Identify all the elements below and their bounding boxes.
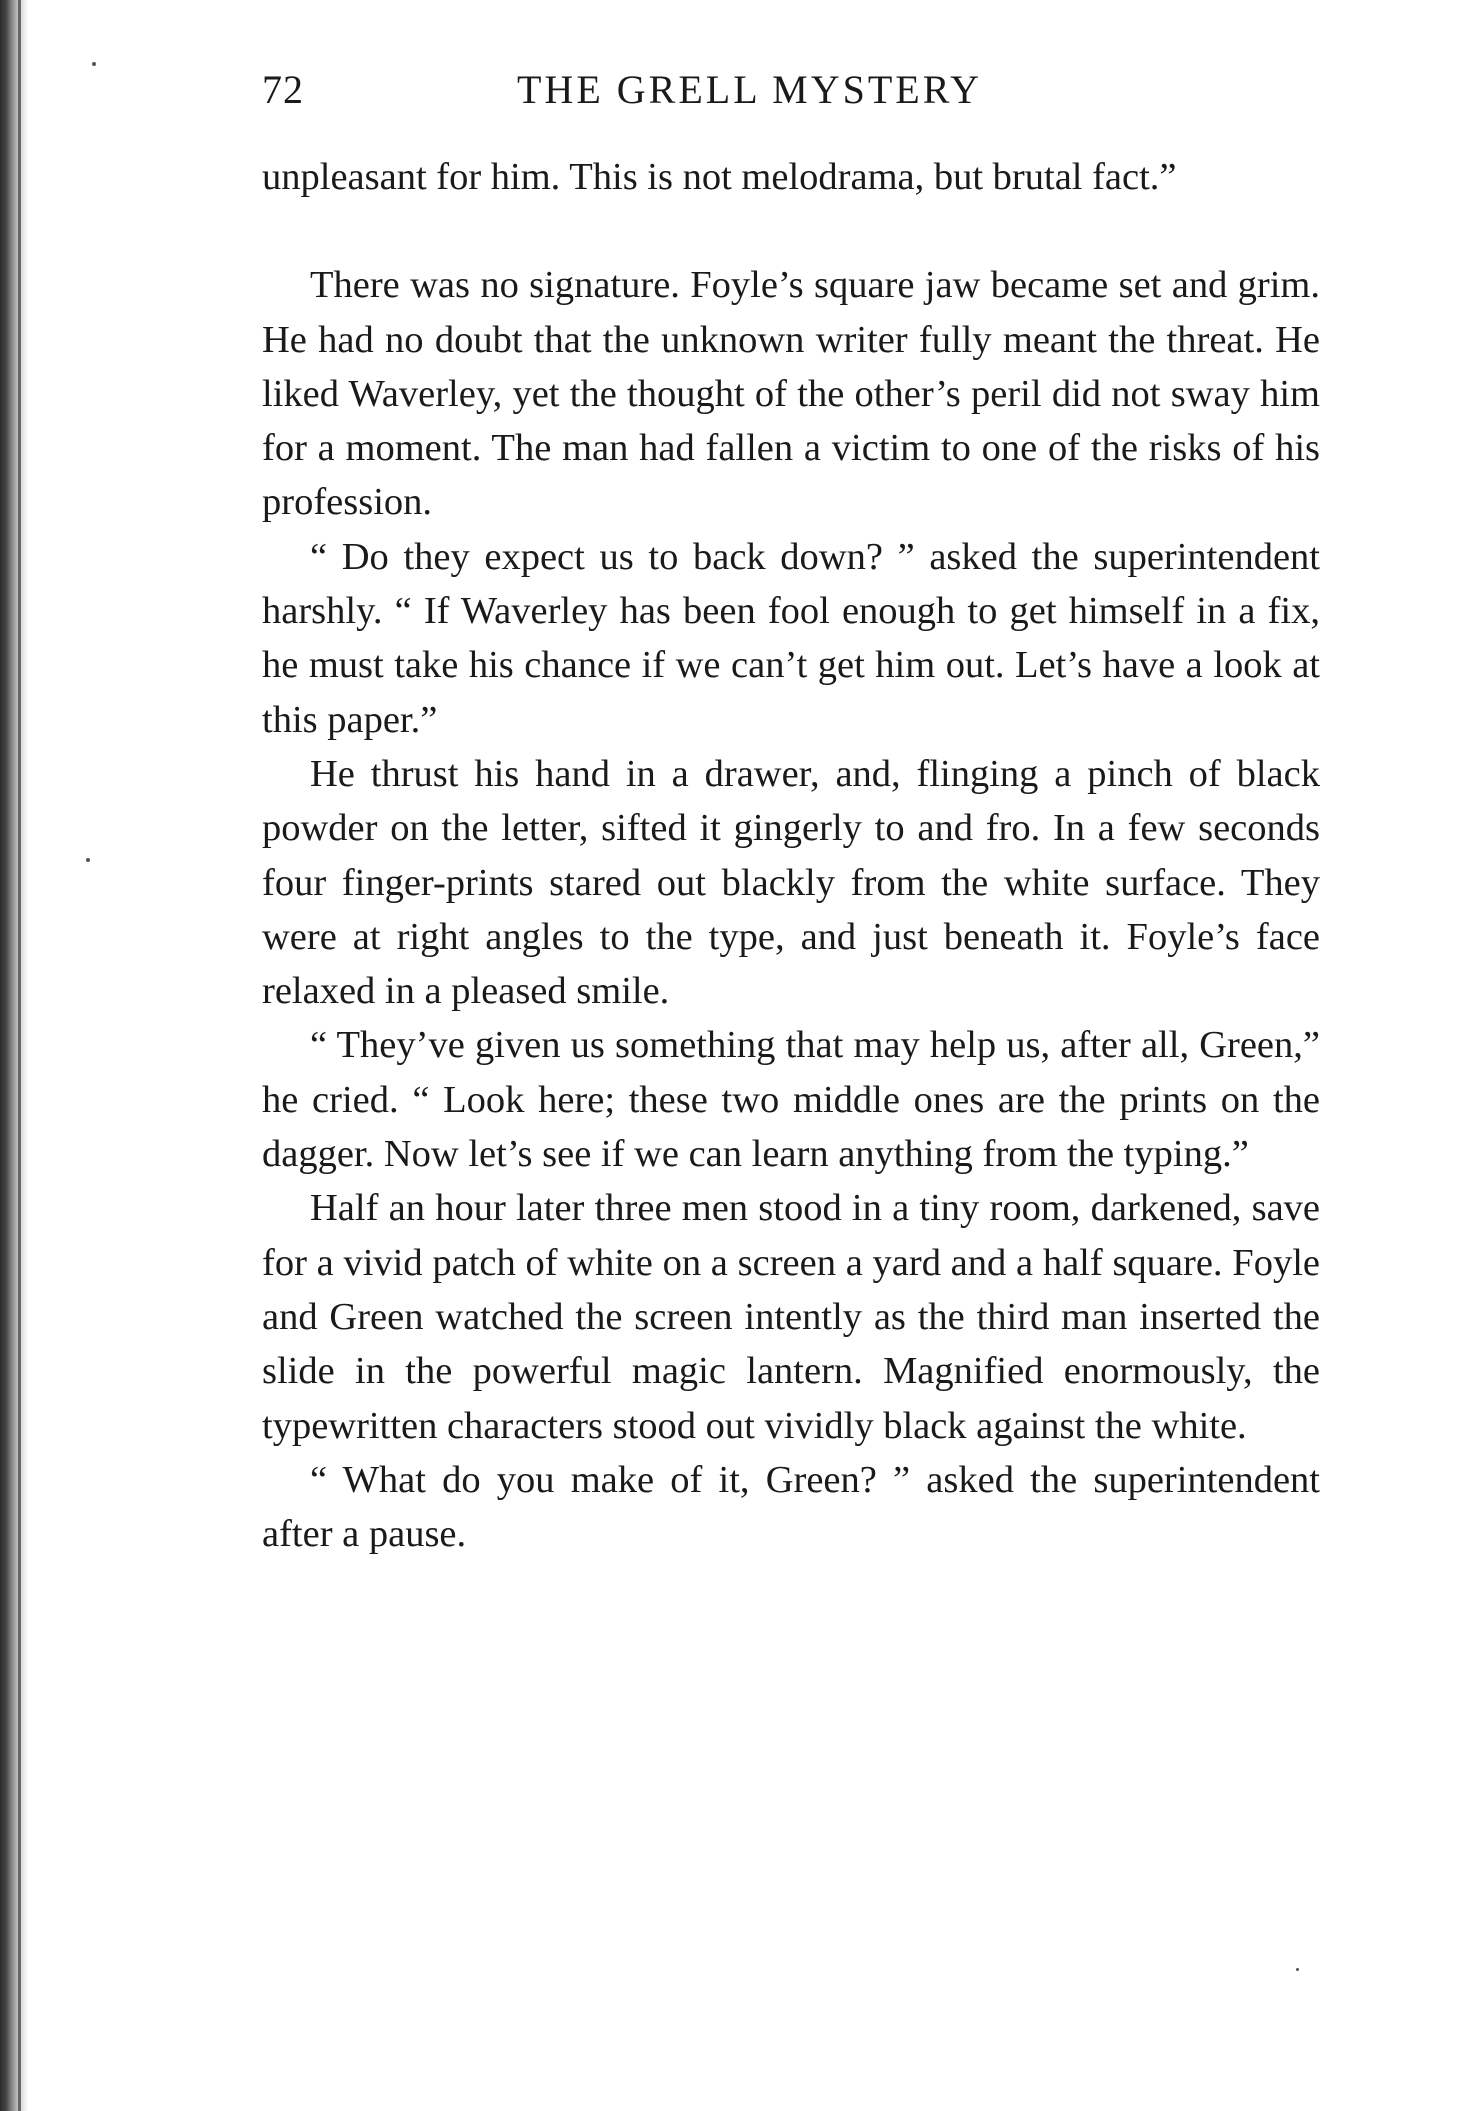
paragraph: Half an hour later three men stood in a tiny room, darkened, save for a vivid patch of white on a screen a yard and a half square. Foyle and Green watched the screen intently as the third man inserted the slide in the powerful magic lantern. Magnified enormously, the typewritten characters stood out vividly black against the white. (262, 1187, 1320, 1447)
paragraph: “ Do they expect us to back down? ” asked the superintendent harshly. “ If Waverley has been fool enough to get himself in a fix, he must take his chance if we can’t get him out. Let’s have a look at this paper.” (262, 535, 1320, 741)
scan-speck (1296, 1968, 1299, 1971)
paragraph: There was no signature. Foyle’s square jaw became set and grim. He had no doubt that the unknown writer fully meant the threat. He liked Waverley, yet the thought of the other’s peril did not sway him for a moment. The man had fallen a victim to one of the risks of his profession. (262, 264, 1320, 524)
scan-speck (86, 858, 90, 862)
page-number: 72 (262, 67, 304, 112)
paragraph: “ They’ve given us something that may help us, after all, Green,” he cried. “ Look here; these two middle ones are the prints on the dagger. Now let’s see if we can learn anything from the typing.” (262, 1024, 1320, 1176)
running-title: THE GRELL MYSTERY (517, 67, 983, 112)
body-text (262, 150, 1320, 1561)
binding-edge (0, 0, 28, 2111)
page-header (262, 66, 1320, 126)
paragraph: “ What do you make of it, Green? ” asked the superintendent after a pause. (262, 1458, 1320, 1556)
paragraph: He thrust his hand in a drawer, and, flinging a pinch of black powder on the letter, sifted it gingerly to and fro. In a few seconds four finger-prints stared out blackly from the white surface. They were at right angles to the type, and just beneath it. Foyle’s face relaxed in a pleased smile. (262, 752, 1320, 1013)
binding-line (18, 0, 21, 2111)
paragraph: unpleasant for him. This is not melodrama, but brutal fact.” (262, 156, 1177, 198)
scan-speck (92, 62, 96, 66)
